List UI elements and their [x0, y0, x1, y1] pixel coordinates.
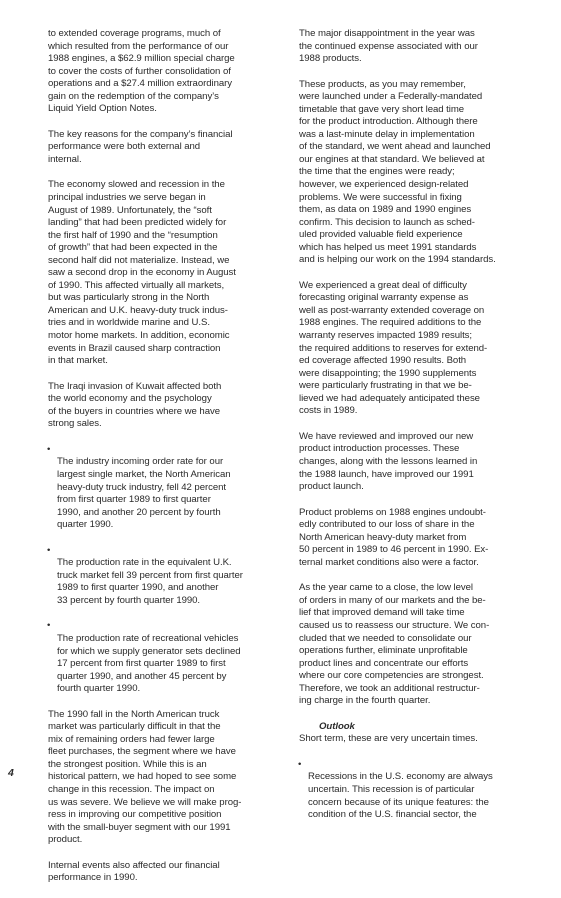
paragraph: We have reviewed and improved our new product introduction processes. These changes, along with the lessons learned in the 1988 launch, have improved our 1991 product launch.: [299, 430, 478, 493]
bullet-dot-icon: •: [298, 758, 302, 770]
paragraph: The Iraqi invasion of Kuwait affected both the world economy and the psychology of the buyers in countries where we have strong sales.: [48, 380, 222, 430]
bullet-text: The industry incoming order rate for our largest single market, the North American heavy-duty truck industry, fell 42 percent from first quarter 1989 to first quarter 1990, and another 20 percent by fourth quarter 1990.: [57, 456, 231, 531]
bullet-item: [48, 545, 280, 608]
paragraph: The key reasons for the company’s financial performance were both external and internal.: [48, 128, 233, 165]
bullet-item: [48, 444, 280, 532]
paragraph: The 1990 fall in the North American truck market was particularly difficult in that the mix of remaining orders had fewer large fleet purchases, the segment where we have the strongest position. While this is an historical pattern, we had hoped to see some change in this recession. The impact on us was severe. We believe we will make prog- ress in improving our competitive position with the small-buyer segment with our 1991 product.: [48, 708, 242, 846]
section-heading-outlook: Outlook: [319, 720, 355, 732]
paragraph: to extended coverage programs, much of which resulted from the performance of our 1988 engines, a $62.9 million special charge to cover the costs of further consolidation of operations and a $27.4 million extraordinary gain on the redemption of the company’s Liquid Yield Option Notes.: [48, 28, 235, 115]
paragraph: Internal events also affected our financial performance in 1990.: [48, 859, 220, 884]
bullet-dot-icon: •: [47, 544, 51, 556]
paragraph: The economy slowed and recession in the principal industries we serve began in August of 1989. Unfortunately, the “soft landing” that had been predicted widely for the first half of 1990 and the “resumption of growth” that had been expected in the second half did not materialize. Instead, we saw a second drop in the economy in August of 1990. This affected virtually all markets, but was particularly strong in the North American and U.K. heavy-duty truck indus- tries and in worldwide marine and U.S. motor home markets. In addition, economic events in Brazil caused sharp contraction in that market.: [48, 179, 236, 367]
paragraph: As the year came to a close, the low level of orders in many of our markets and the be- lief that improved demand will take time caused us to reassess our structure. We con- cluded that we needed to consolidate our operations further, eliminate unprofitable product lines and concentrate our efforts where our core competencies are strongest. Therefore, we took an additional restructur- ing charge in the fourth quarter.: [299, 582, 490, 707]
page-number: 4: [8, 767, 14, 779]
paragraph: The major disappointment in the year was the continued expense associated with our 1988 products.: [299, 28, 478, 65]
bullet-dot-icon: •: [47, 620, 51, 632]
bullet-text: The production rate in the equivalent U.K. truck market fell 39 percent from first quarter 1989 to first quarter 1990, and another 33 percent by fourth quarter 1990.: [57, 557, 243, 606]
paragraph: These products, as you may remember, were launched under a Federally-mandated timetable that gave very short lead time for the product introduction. Although there was a last-minute delay in implementation of the standard, we went ahead and launched our engines at that standard. We believed at the time that the engines were ready; however, we experienced design-related problems. We were successful in fixing them, as data on 1989 and 1990 engines confirm. This decision to launch as sched- uled provided valuable field experience which has helped us meet 1991 standards and is helping our work on the 1994 standards.: [299, 78, 496, 266]
bullet-dot-icon: •: [47, 443, 51, 455]
paragraph: Short term, these are very uncertain times.: [299, 733, 478, 745]
right-column: [299, 28, 535, 835]
bullet-item: [299, 759, 535, 822]
paragraph: We experienced a great deal of difficulty forecasting original warranty expense as well as post-warranty extended coverage on 1988 engines. The required additions to the warranty reserves impacted 1989 results; the required additions to reserves for extend- ed coverage affected 1990 results. Both were disappointing; the 1990 supplements were particularly frustrating in that we be- lieved we had adequately anticipated these costs in 1989.: [299, 279, 488, 417]
paragraph: Product problems on 1988 engines undoubt- edly contributed to our loss of share in the North American heavy-duty market from 50 percent in 1989 to 46 percent in 1990. Ex- ternal market conditions also were a factor.: [299, 506, 489, 568]
bullet-text: The production rate of recreational vehicles for which we supply generator sets declined 17 percent from first quarter 1989 to first quarter 1990, and another 45 percent by fourth quarter 1990.: [57, 632, 241, 695]
bullet-text: Recessions in the U.S. economy are always uncertain. This recession is of particular concern because of its unique features: the condition of the U.S. financial sector, the: [308, 771, 493, 821]
bullet-item: [48, 620, 280, 695]
left-column: [48, 28, 280, 898]
